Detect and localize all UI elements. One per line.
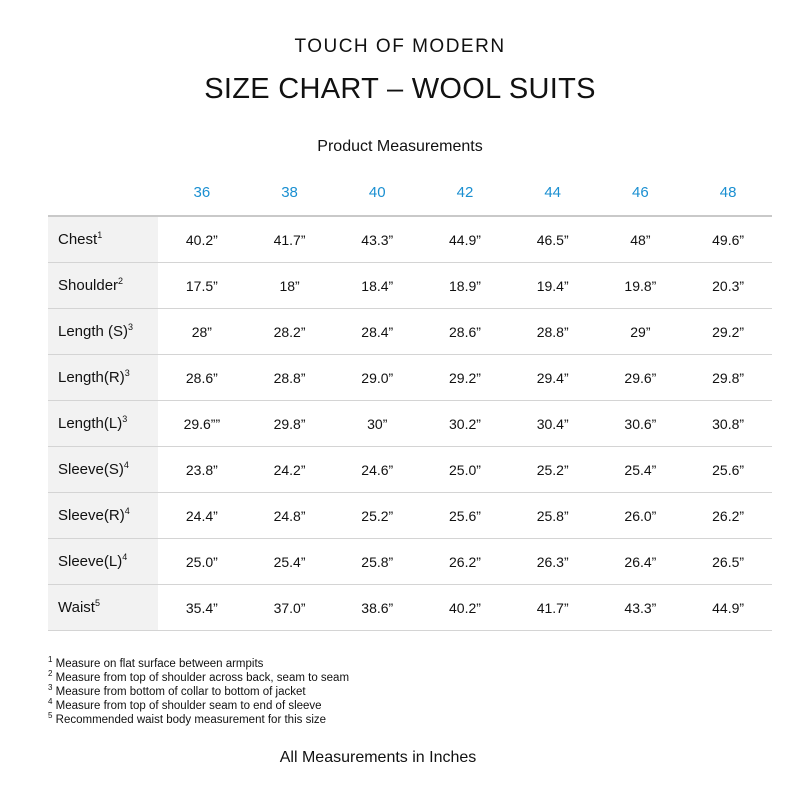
table-cell: 17.5” [158,263,246,309]
row-label [48,539,158,585]
table-row [48,216,772,263]
footnote-ref: 3 [122,414,128,424]
table-cell: 25.0” [158,539,246,585]
table-cell: 29” [597,309,685,355]
table-cell: 28.8” [246,355,334,401]
table-cell: 18.4” [333,263,421,309]
footnote-number: 2 [48,669,53,679]
row-label-text: Sleeve(S) [58,461,124,478]
table-cell: 48” [597,216,685,263]
table-cell: 29.4” [509,355,597,401]
table-cell: 25.4” [597,447,685,493]
table-subtitle: Product Measurements [317,138,483,155]
table-cell: 26.2” [684,493,772,539]
table-cell: 28.2” [246,309,334,355]
table-cell: 30” [333,401,421,447]
size-header: 38 [281,184,298,201]
footnote-text: Recommended waist body measurement for this size [55,714,327,726]
table-cell: 29.8” [246,401,334,447]
row-label-text: Length(R) [58,369,125,386]
row-label-text: Sleeve(L) [58,553,123,570]
row-label [48,401,158,447]
table-cell: 29.8” [684,355,772,401]
table-cell: 37.0” [246,585,334,631]
table-cell: 30.4” [509,401,597,447]
table-cell: 44.9” [421,216,509,263]
table-cell: 25.2” [333,493,421,539]
footnote [48,671,748,685]
table-row [48,585,772,631]
size-header: 40 [368,184,386,201]
table-row [48,263,772,309]
size-header-row [48,170,772,216]
footnote-ref: 4 [124,506,130,516]
table-row [48,447,772,493]
table-cell: 26.5” [684,539,772,585]
table-cell: 44.9” [684,585,772,631]
footnote-ref: 4 [122,552,128,562]
size-header: 44 [544,184,561,201]
footnote-number: 4 [48,697,53,707]
table-cell: 38.6” [333,585,421,631]
table-row [48,309,772,355]
table-cell: 41.7” [246,216,334,263]
table-cell: 25.2” [509,447,597,493]
table-cell: 25.8” [509,493,597,539]
row-label [48,309,158,355]
table-cell: 19.8” [597,263,685,309]
row-label-text: Waist [58,599,95,616]
header-corner-cell [48,170,158,216]
table-cell: 24.2” [246,447,334,493]
table-cell: 25.6” [684,447,772,493]
table-cell: 25.0” [421,447,509,493]
table-cell: 41.7” [509,585,597,631]
footnote-ref: 2 [118,276,124,286]
row-label [48,493,158,539]
page-title: SIZE CHART – WOOL SUITS [204,73,596,105]
table-cell: 19.4” [509,263,597,309]
size-header: 48 [719,184,737,201]
table-row [48,539,772,585]
table-cell: 28.8” [509,309,597,355]
table-cell: 40.2” [158,216,246,263]
table-cell: 29.6” [597,355,685,401]
table-cell: 26.3” [509,539,597,585]
row-label-text: Length (S) [58,323,129,340]
table-row [48,493,772,539]
footnote [48,657,748,671]
table-cell: 18” [246,263,334,309]
size-header: 42 [456,184,474,201]
footnote [48,699,748,713]
table-cell: 25.6” [421,493,509,539]
footnote-ref: 3 [128,322,134,332]
footnote-ref: 1 [97,230,103,240]
table-cell: 23.8” [158,447,246,493]
table-cell: 29.6”” [158,401,246,447]
table-cell: 35.4” [158,585,246,631]
table-cell: 20.3” [684,263,772,309]
footnote-number: 3 [48,683,53,693]
row-label-text: Chest [58,231,98,248]
row-label [48,263,158,309]
table-cell: 24.4” [158,493,246,539]
table-cell: 28” [158,309,246,355]
table-cell: 24.6” [333,447,421,493]
table-cell: 46.5” [509,216,597,263]
footnote-number: 5 [48,711,53,721]
table-cell: 30.2” [421,401,509,447]
footnote-text: Measure from top of shoulder seam to end of sleeve [55,700,322,712]
table-row [48,355,772,401]
footnote-text: Measure on flat surface between armpits [55,658,264,670]
table-cell: 26.0” [597,493,685,539]
table-cell: 26.2” [421,539,509,585]
table-cell: 40.2” [421,585,509,631]
table-cell: 28.6” [421,309,509,355]
row-label [48,585,158,631]
table-cell: 30.6” [597,401,685,447]
footnotes [48,657,748,727]
table-cell: 28.4” [333,309,421,355]
measurement-rows [48,216,772,631]
row-label-text: Length(L) [58,415,123,432]
row-label [48,355,158,401]
footnote-text: Measure from bottom of collar to bottom of jacket [55,686,306,698]
table-cell: 43.3” [597,585,685,631]
table-cell: 43.3” [333,216,421,263]
units-note: All Measurements in Inches [279,749,477,766]
table-cell: 25.4” [246,539,334,585]
table-row [48,401,772,447]
footnote-ref: 3 [124,368,130,378]
table-cell: 24.8” [246,493,334,539]
row-label-text: Sleeve(R) [58,507,125,524]
table-cell: 28.6” [158,355,246,401]
footnote [48,685,748,699]
brand-logo-text: TOUCH OF MODERN [294,36,506,57]
footnote-text: Measure from top of shoulder across back, seam to seam [55,672,350,684]
table-cell: 29.2” [684,309,772,355]
table-cell: 30.8” [684,401,772,447]
row-label [48,216,158,263]
footnote-ref: 5 [94,598,100,608]
table-cell: 26.4” [597,539,685,585]
table-cell: 29.0” [333,355,421,401]
table-cell: 29.2” [421,355,509,401]
size-header: 36 [193,184,211,201]
table-cell: 25.8” [333,539,421,585]
size-chart-table [48,170,772,631]
table-cell: 18.9” [421,263,509,309]
size-header: 46 [632,184,649,201]
footnote [48,713,748,727]
footnote-ref: 4 [123,460,129,470]
footnote-number: 1 [48,655,53,665]
row-label-text: Shoulder [58,277,119,294]
row-label [48,447,158,493]
table-cell: 49.6” [684,216,772,263]
